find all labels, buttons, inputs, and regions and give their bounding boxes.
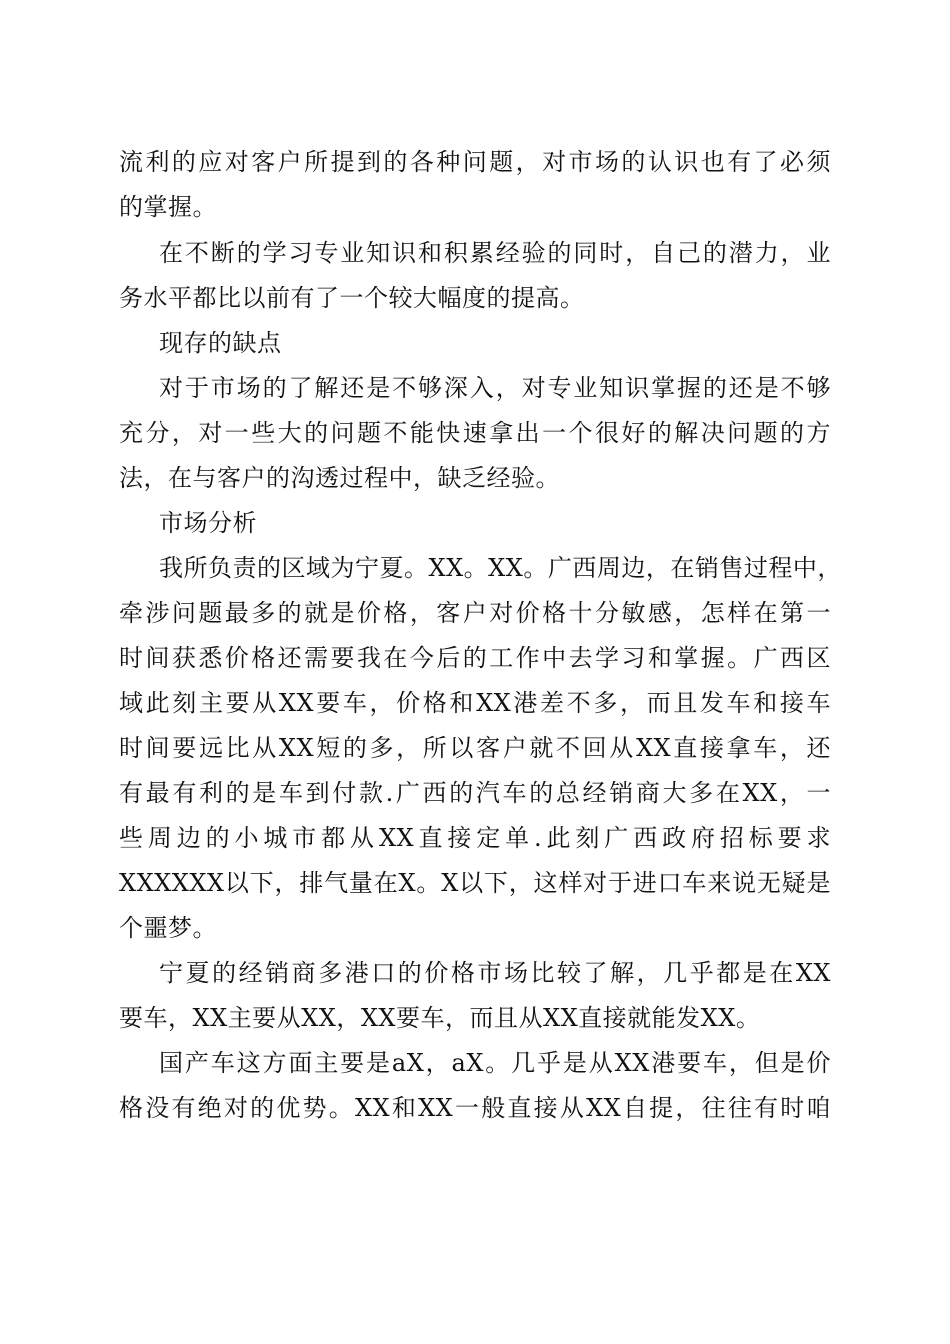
text-line: 牵涉问题最多的就是价格，客户对价格十分敏感，怎样在第一: [119, 599, 831, 627]
text-line: 国产车这方面主要是aX，aX。几乎是从XX港要车，但是价: [159, 1049, 831, 1077]
text-line: 个噩梦。: [119, 914, 217, 942]
text-line: 法，在与客户的沟透过程中，缺乏经验。: [119, 464, 560, 492]
text-line: 要车，XX主要从XX，XX要车，而且从XX直接就能发XX。: [119, 1004, 761, 1032]
text-line: 时间要远比从XX短的多，所以客户就不回从XX直接拿车，还: [119, 734, 831, 762]
text-line: 充分，对一些大的问题不能快速拿出一个很好的解决问题的方: [119, 419, 831, 447]
section-heading: 市场分析: [159, 509, 257, 537]
text-line: 在不断的学习专业知识和积累经验的同时，自己的潜力，业: [159, 239, 831, 267]
text-line: 宁夏的经销商多港口的价格市场比较了解，几乎都是在XX: [159, 959, 831, 987]
text-line: 务水平都比以前有了一个较大幅度的提高。: [119, 284, 585, 312]
text-line: 格没有绝对的优势。XX和XX一般直接从XX自提，往往有时咱: [119, 1094, 831, 1122]
text-line: 时间获悉价格还需要我在今后的工作中去学习和掌握。广西区: [119, 644, 831, 672]
text-line: 域此刻主要从XX要车，价格和XX港差不多，而且发车和接车: [119, 689, 831, 717]
text-line: 对于市场的了解还是不够深入，对专业知识掌握的还是不够: [159, 374, 831, 402]
section-heading: 现存的缺点: [159, 329, 282, 357]
text-line: XXXXXX以下，排气量在X。X以下，这样对于进口车来说无疑是: [119, 869, 831, 897]
text-line: 的掌握。: [119, 193, 217, 221]
text-line: 我所负责的区域为宁夏。XX。XX。广西周边，在销售过程中，: [159, 554, 842, 582]
text-line: 些周边的小城市都从XX直接定单.此刻广西政府招标要求: [119, 824, 831, 852]
text-line: 有最有利的是车到付款.广西的汽车的总经销商大多在XX，一: [119, 779, 831, 807]
text-line: 流利的应对客户所提到的各种问题，对市场的认识也有了必须: [119, 148, 831, 176]
